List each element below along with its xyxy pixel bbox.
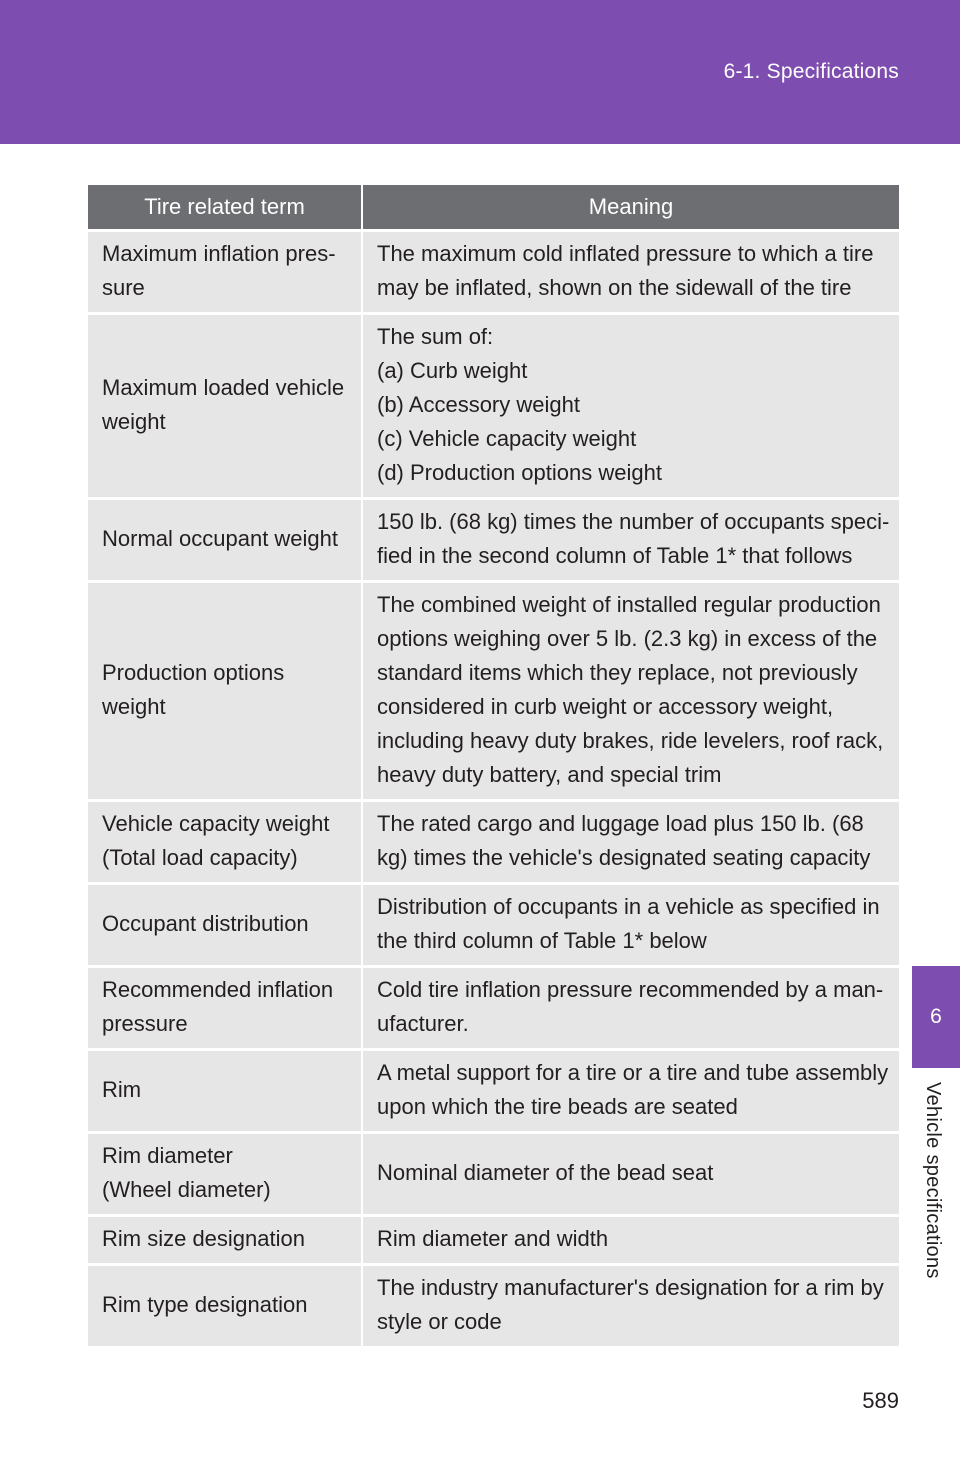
meaning-cell: [362, 884, 899, 967]
meaning-line: (c) Vehicle capacity weight: [377, 426, 637, 451]
meaning-line: style or code: [377, 1309, 502, 1334]
meaning-line: fied in the second column of Table 1* that follows: [377, 543, 853, 568]
term-cell: [88, 1050, 362, 1133]
term-line: Rim type designation: [102, 1292, 308, 1317]
term-cell: [88, 801, 362, 884]
table-row: [88, 1133, 899, 1216]
term-line: pressure: [102, 1011, 188, 1036]
meaning-line: heavy duty battery, and special trim: [377, 762, 722, 787]
meaning-line: upon which the tire beads are seated: [377, 1094, 738, 1119]
meaning-cell: [362, 1133, 899, 1216]
meaning-line: kg) times the vehicle's designated seating capacity: [377, 845, 871, 870]
table-row: [88, 1265, 899, 1347]
term-cell: [88, 967, 362, 1050]
meaning-line: (a) Curb weight: [377, 358, 528, 383]
term-line: (Total load capacity): [102, 845, 298, 870]
table-row: [88, 967, 899, 1050]
table-header-row: [88, 185, 899, 231]
term-line: Production options: [102, 660, 285, 685]
term-cell: [88, 582, 362, 801]
table-row: [88, 582, 899, 801]
meaning-line: 150 lb. (68 kg) times the number of occupants speci-: [377, 509, 890, 534]
meaning-line: The combined weight of installed regular production: [377, 592, 881, 617]
term-line: weight: [102, 409, 166, 434]
term-line: (Wheel diameter): [102, 1177, 271, 1202]
meaning-line: ufacturer.: [377, 1011, 469, 1036]
page-number: 589: [862, 1388, 899, 1413]
section-title: 6-1. Specifications: [723, 60, 899, 83]
term-cell: [88, 314, 362, 499]
term-cell: [88, 1133, 362, 1216]
term-line: Vehicle capacity weight: [102, 811, 330, 836]
meaning-line: The industry manufacturer's designation for a rim by: [377, 1275, 884, 1300]
table-row: [88, 1050, 899, 1133]
term-line: Recommended inflation: [102, 977, 334, 1002]
term-cell: [88, 231, 362, 314]
meaning-line: Nominal diameter of the bead seat: [377, 1160, 714, 1185]
term-line: Rim: [102, 1077, 142, 1102]
table-row: [88, 231, 899, 314]
term-line: Occupant distribution: [102, 911, 309, 936]
table-row: [88, 801, 899, 884]
term-line: Rim size designation: [102, 1226, 305, 1251]
term-cell: [88, 1216, 362, 1265]
term-line: Maximum loaded vehicle: [102, 375, 345, 400]
term-line: Rim diameter: [102, 1143, 233, 1168]
chapter-tab: [912, 966, 960, 1068]
meaning-cell: [362, 967, 899, 1050]
term-line: weight: [102, 694, 166, 719]
tire-terms-table: [88, 185, 899, 1346]
term-cell: [88, 499, 362, 582]
meaning-line: standard items which they replace, not previously: [377, 660, 858, 685]
meaning-line: The sum of:: [377, 324, 494, 349]
table-row: [88, 499, 899, 582]
meaning-cell: [362, 1216, 899, 1265]
meaning-line: Rim diameter and width: [377, 1226, 609, 1251]
meaning-line: The rated cargo and luggage load plus 150 lb. (68: [377, 811, 864, 836]
meaning-cell: [362, 1265, 899, 1347]
column-header-meaning: Meaning: [362, 185, 899, 231]
table-row: [88, 884, 899, 967]
meaning-cell: [362, 1050, 899, 1133]
meaning-line: (b) Accessory weight: [377, 392, 580, 417]
meaning-line: A metal support for a tire or a tire and tube assembly: [377, 1060, 889, 1085]
chapter-title: Vehicle specifications: [922, 1082, 944, 1279]
term-line: sure: [102, 275, 145, 300]
term-cell: [88, 884, 362, 967]
meaning-line: Distribution of occupants in a vehicle as specified in: [377, 894, 880, 919]
meaning-cell: [362, 582, 899, 801]
meaning-line: may be inflated, shown on the sidewall of the tire: [377, 275, 852, 300]
meaning-cell: [362, 231, 899, 314]
column-header-term: Tire related term: [88, 185, 362, 231]
term-cell: [88, 1265, 362, 1347]
table-row: [88, 314, 899, 499]
meaning-line: considered in curb weight or accessory weight,: [377, 694, 834, 719]
meaning-line: the third column of Table 1* below: [377, 928, 707, 953]
meaning-line: (d) Production options weight: [377, 460, 662, 485]
term-line: Normal occupant weight: [102, 526, 339, 551]
meaning-cell: [362, 314, 899, 499]
meaning-line: including heavy duty brakes, ride levelers, roof rack,: [377, 728, 884, 753]
table-row: [88, 1216, 899, 1265]
meaning-cell: [362, 801, 899, 884]
meaning-line: options weighing over 5 lb. (2.3 kg) in excess of the: [377, 626, 878, 651]
meaning-line: The maximum cold inflated pressure to which a tire: [377, 241, 874, 266]
chapter-number: 6: [930, 1005, 942, 1028]
meaning-line: Cold tire inflation pressure recommended by a man-: [377, 977, 884, 1002]
meaning-cell: [362, 499, 899, 582]
term-line: Maximum inflation pres-: [102, 241, 336, 266]
